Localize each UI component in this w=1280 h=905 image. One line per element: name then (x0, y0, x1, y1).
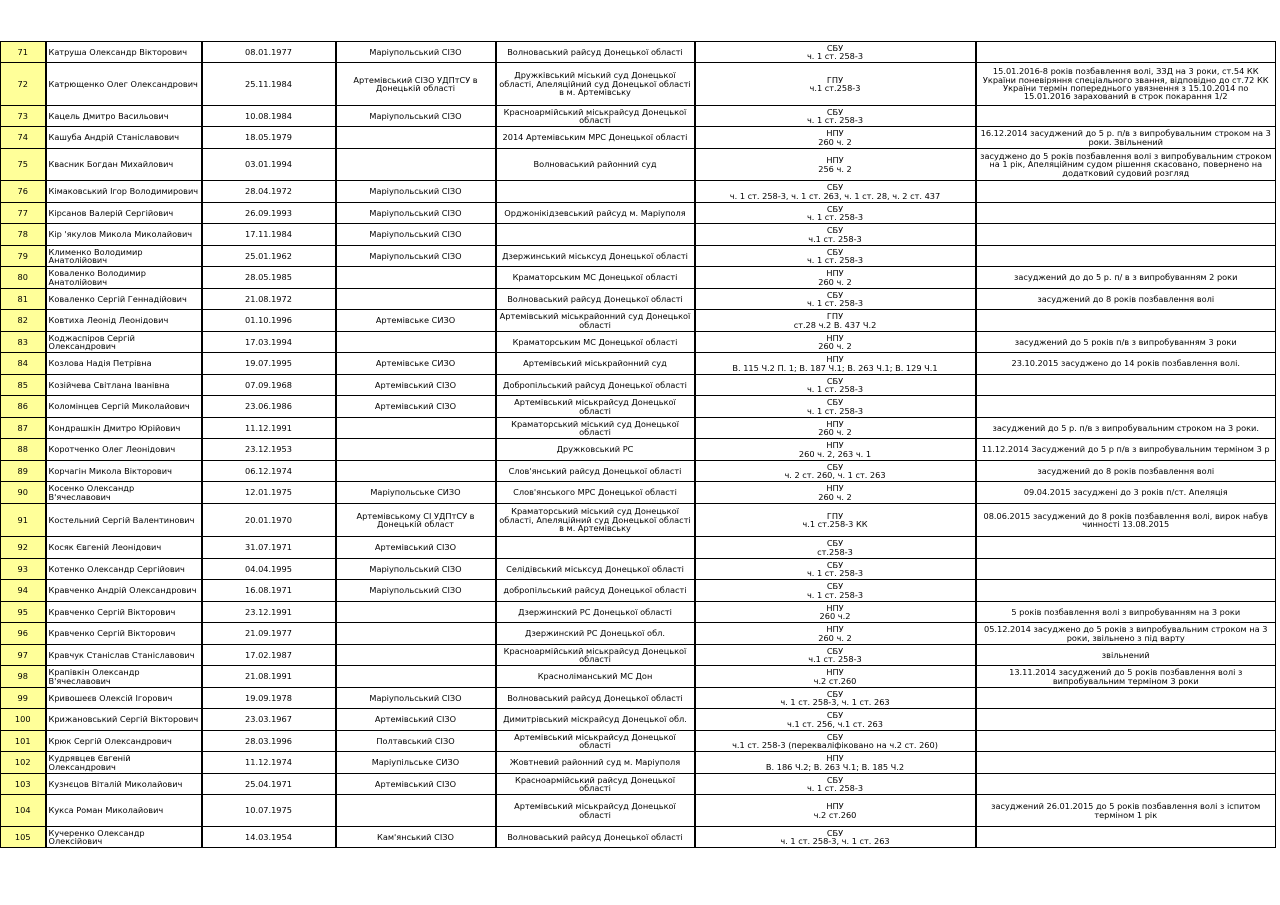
birth-date: 14.03.1954 (202, 827, 336, 848)
person-name: Корчагін Микола Вікторович (46, 461, 202, 482)
row-number: 84 (1, 353, 46, 375)
court-name: Артемівський міськрайонний суд Донецької області (496, 310, 695, 332)
person-name: Коваленко Сергій Геннадійович (46, 289, 202, 310)
prisoner-list-table (0, 41, 1276, 848)
court-name (496, 181, 695, 203)
detention-place: Маріупольський СІЗО (336, 203, 496, 224)
verdict-note: 09.04.2015 засуджені до 3 років п/ст. Апеляція (976, 482, 1276, 504)
person-name: Косенко Олександр В'ячеславович (46, 482, 202, 504)
row-number: 87 (1, 418, 46, 439)
table-row (1, 42, 1276, 63)
person-name: Катруша Олександр Вікторович (46, 42, 202, 63)
verdict-note: 5 років позбавлення волі з випробуванням на 3 роки (976, 602, 1276, 623)
article-cell: СБУ ч. 1 ст. 258-3 (695, 289, 976, 310)
article-cell: СБУ ч.1 ст. 258-3 (695, 645, 976, 666)
verdict-note: 05.12.2014 засуджено до 5 років з випробувальним строком на 3 роки, звільнено з під варту (976, 623, 1276, 645)
row-number: 85 (1, 375, 46, 396)
birth-date: 21.08.1972 (202, 289, 336, 310)
court-name: Артемівський міськрайонний суд (496, 353, 695, 375)
person-name: Кірсанов Валерій Сергійович (46, 203, 202, 224)
article-cell: СБУ ч.1 ст. 258-3 (695, 224, 976, 246)
verdict-note (976, 559, 1276, 580)
detention-place: Артемівський СІЗО (336, 537, 496, 559)
person-name: Котенко Олександр Сергійович (46, 559, 202, 580)
verdict-note (976, 537, 1276, 559)
row-number: 73 (1, 106, 46, 127)
person-name: Катрющенко Олег Олександрович (46, 63, 202, 106)
article-cell: НПУ 260 ч. 2, 263 ч. 1 (695, 439, 976, 461)
article-cell: НПУ 260 ч. 2 (695, 623, 976, 645)
person-name: Кравчук Станіслав Станіславович (46, 645, 202, 666)
row-number: 102 (1, 752, 46, 774)
court-name: Краматорський міський суд Донецької області (496, 418, 695, 439)
table-row (1, 396, 1276, 418)
person-name: Козлова Надія Петрівна (46, 353, 202, 375)
detention-place: Артемівський СІЗО (336, 774, 496, 795)
birth-date: 07.09.1968 (202, 375, 336, 396)
article-cell: НПУ 260 ч. 2 (695, 267, 976, 289)
verdict-note (976, 731, 1276, 752)
court-name: Волноваський райсуд Донецької області (496, 42, 695, 63)
article-cell: СБУ ч. 1 ст. 258-3 (695, 396, 976, 418)
verdict-note: 11.12.2014 Засуджений до 5 р п/в з випробувальним терміном 3 р (976, 439, 1276, 461)
verdict-note: засуджений до до 5 р. п/ в з випробуванням 2 роки (976, 267, 1276, 289)
row-number: 72 (1, 63, 46, 106)
detention-place: Маріупольський СІЗО (336, 42, 496, 63)
person-name: Костельний Сергій Валентинович (46, 504, 202, 537)
article-cell: НПУ В. 186 Ч.2; В. 263 Ч.1; В. 185 Ч.2 (695, 752, 976, 774)
article-cell: СБУ ч. 1 ст. 258-3 (695, 774, 976, 795)
table-row (1, 353, 1276, 375)
birth-date: 23.12.1991 (202, 602, 336, 623)
person-name: Кравченко Сергій Вікторович (46, 602, 202, 623)
verdict-note (976, 106, 1276, 127)
row-number: 81 (1, 289, 46, 310)
row-number: 76 (1, 181, 46, 203)
article-cell: НПУ 260 ч.2 (695, 602, 976, 623)
court-name: Волноваський районний суд (496, 149, 695, 181)
table-row (1, 537, 1276, 559)
birth-date: 25.04.1971 (202, 774, 336, 795)
table-row (1, 482, 1276, 504)
person-name: Коломінцев Сергій Миколайович (46, 396, 202, 418)
verdict-note (976, 709, 1276, 731)
verdict-note: звільнений (976, 645, 1276, 666)
person-name: Крапівкін Олександр В'ячеславович (46, 666, 202, 688)
person-name: Кашуба Андрій Станіславович (46, 127, 202, 149)
birth-date: 10.07.1975 (202, 795, 336, 827)
table-row (1, 827, 1276, 848)
person-name: Клименко Володимир Анатолійович (46, 246, 202, 267)
table-row (1, 149, 1276, 181)
person-name: Коваленко Володимир Анатолійович (46, 267, 202, 289)
article-cell: СБУ ч. 1 ст. 258-3 (695, 203, 976, 224)
court-name: Красноармійський міськрайсуд Донецької області (496, 106, 695, 127)
detention-place: Артемівське СИЗО (336, 310, 496, 332)
verdict-note: 13.11.2014 засуджений до 5 років позбавлення волі з випробувальним терміном 3 роки (976, 666, 1276, 688)
detention-place (336, 645, 496, 666)
article-cell: НПУ 260 ч. 2 (695, 127, 976, 149)
detention-place (336, 602, 496, 623)
birth-date: 28.04.1972 (202, 181, 336, 203)
court-name: Дзержинский РС Донецької області (496, 602, 695, 623)
row-number: 83 (1, 332, 46, 353)
article-cell: НПУ 260 ч. 2 (695, 332, 976, 353)
court-name (496, 224, 695, 246)
verdict-note (976, 246, 1276, 267)
table-row (1, 439, 1276, 461)
detention-place (336, 149, 496, 181)
person-name: Коротченко Олег Леонідович (46, 439, 202, 461)
birth-date: 17.02.1987 (202, 645, 336, 666)
court-name: Красноармійський райсуд Донецької області (496, 774, 695, 795)
birth-date: 03.01.1994 (202, 149, 336, 181)
article-cell: ГПУ ч.1 ст.258-3 КК (695, 504, 976, 537)
birth-date: 01.10.1996 (202, 310, 336, 332)
birth-date: 08.01.1977 (202, 42, 336, 63)
article-cell: СБУ ч. 1 ст. 258-3 (695, 42, 976, 63)
row-number: 96 (1, 623, 46, 645)
verdict-note (976, 224, 1276, 246)
table-row (1, 504, 1276, 537)
table-row (1, 731, 1276, 752)
person-name: Ковтиха Леонід Леонідович (46, 310, 202, 332)
table-row (1, 752, 1276, 774)
detention-place: Маріупольський СІЗО (336, 580, 496, 602)
table-row (1, 795, 1276, 827)
row-number: 79 (1, 246, 46, 267)
row-number: 77 (1, 203, 46, 224)
birth-date: 21.09.1977 (202, 623, 336, 645)
birth-date: 25.01.1962 (202, 246, 336, 267)
row-number: 74 (1, 127, 46, 149)
detention-place: Маріупольський СІЗО (336, 688, 496, 709)
detention-place: Артемівський СІЗО (336, 396, 496, 418)
court-name: Краматорський міський суд Донецької області, Апеляційний суд Донецької області в м. Артемівську (496, 504, 695, 537)
court-name: Волноваський райсуд Донецької області (496, 688, 695, 709)
row-number: 88 (1, 439, 46, 461)
article-cell: СБУ ч. 1 ст. 258-3, ч. 1 ст. 263 (695, 688, 976, 709)
person-name: Квасник Богдан Михайлович (46, 149, 202, 181)
court-name: Дзержинский РС Донецької обл. (496, 623, 695, 645)
table-row (1, 774, 1276, 795)
court-name: Жовтневий районний суд м. Маріуполя (496, 752, 695, 774)
verdict-note (976, 42, 1276, 63)
detention-place: Полтавський СІЗО (336, 731, 496, 752)
article-cell: СБУ ч. 1 ст. 258-3 (695, 246, 976, 267)
row-number: 82 (1, 310, 46, 332)
article-cell: НПУ ч.2 ст.260 (695, 795, 976, 827)
birth-date: 28.05.1985 (202, 267, 336, 289)
person-name: Кір 'якулов Микола Миколайович (46, 224, 202, 246)
detention-place: Артемівському СІ УДПтСУ в Донецькій облаcт (336, 504, 496, 537)
table-row (1, 461, 1276, 482)
table-row (1, 106, 1276, 127)
article-cell: СБУ ст.258-3 (695, 537, 976, 559)
court-name: Орджонікідзевський райсуд м. Маріуполя (496, 203, 695, 224)
row-number: 78 (1, 224, 46, 246)
table-row (1, 181, 1276, 203)
birth-date: 17.11.1984 (202, 224, 336, 246)
person-name: Кравченко Андрій Олександрович (46, 580, 202, 602)
row-number: 100 (1, 709, 46, 731)
verdict-note: 16.12.2014 засуджений до 5 р. п/в з випробувальним строком на 3 роки. Звільнений (976, 127, 1276, 149)
detention-place: Маріупольське СИЗО (336, 482, 496, 504)
detention-place (336, 289, 496, 310)
article-cell: НПУ ч.2 ст.260 (695, 666, 976, 688)
article-cell: СБУ ч. 1 ст. 258-3 (695, 580, 976, 602)
detention-place: Маріупольський СІЗО (336, 559, 496, 580)
court-name: Краматорським МС Донецької області (496, 267, 695, 289)
row-number: 75 (1, 149, 46, 181)
detention-place (336, 267, 496, 289)
table-row (1, 666, 1276, 688)
detention-place (336, 418, 496, 439)
table-row (1, 310, 1276, 332)
detention-place: Маріупільське СИЗО (336, 752, 496, 774)
person-name: Кучеренко Олександр Олексійович (46, 827, 202, 848)
person-name: Кривошеєв Олексій Ігорович (46, 688, 202, 709)
detention-place (336, 461, 496, 482)
table-row (1, 688, 1276, 709)
court-name: Селідівський міськсуд Донецької області (496, 559, 695, 580)
verdict-note: 23.10.2015 засуджено до 14 років позбавлення волі. (976, 353, 1276, 375)
person-name: Кондрашкін Дмитро Юрійович (46, 418, 202, 439)
person-name: Кацель Дмитро Васильович (46, 106, 202, 127)
person-name: Кукса Роман Миколайович (46, 795, 202, 827)
birth-date: 12.01.1975 (202, 482, 336, 504)
person-name: Козійчева Світлана Іванівна (46, 375, 202, 396)
verdict-note (976, 827, 1276, 848)
article-cell: СБУ ч.1 ст. 256, ч.1 ст. 263 (695, 709, 976, 731)
article-cell: ГПУ ч.1 ст.258-3 (695, 63, 976, 106)
table-row (1, 267, 1276, 289)
detention-place: Кам'янський СІЗО (336, 827, 496, 848)
birth-date: 04.04.1995 (202, 559, 336, 580)
court-name: Волноваський райсуд Донецької області (496, 827, 695, 848)
person-name: Косяк Євгеній Леонідович (46, 537, 202, 559)
court-name: Артемівський міськрайсуд Донецької області (496, 795, 695, 827)
row-number: 86 (1, 396, 46, 418)
table-row (1, 203, 1276, 224)
row-number: 71 (1, 42, 46, 63)
birth-date: 19.07.1995 (202, 353, 336, 375)
court-name: Дружковський РС (496, 439, 695, 461)
person-name: Кравченко Сергій Вікторович (46, 623, 202, 645)
verdict-note: засуджений до 5 років п/в з випробуванням 3 роки (976, 332, 1276, 353)
article-cell: СБУ ч. 1 ст. 258-3, ч. 1 ст. 263 (695, 827, 976, 848)
court-name: 2014 Артемівським МРС Донецької області (496, 127, 695, 149)
birth-date: 20.01.1970 (202, 504, 336, 537)
birth-date: 21.08.1991 (202, 666, 336, 688)
verdict-note (976, 203, 1276, 224)
birth-date: 18.05.1979 (202, 127, 336, 149)
row-number: 95 (1, 602, 46, 623)
court-name: Слов'янський райсуд Донецької області (496, 461, 695, 482)
birth-date: 28.03.1996 (202, 731, 336, 752)
verdict-note (976, 752, 1276, 774)
detention-place: Маріупольський СІЗО (336, 224, 496, 246)
verdict-note (976, 688, 1276, 709)
table-row (1, 246, 1276, 267)
court-name: Добропільський райсуд Донецької області (496, 375, 695, 396)
birth-date: 17.03.1994 (202, 332, 336, 353)
row-number: 94 (1, 580, 46, 602)
row-number: 80 (1, 267, 46, 289)
row-number: 93 (1, 559, 46, 580)
row-number: 104 (1, 795, 46, 827)
court-name: добропільський райсуд Донецької області (496, 580, 695, 602)
court-name: Красноармійський міськрайсуд Донецької області (496, 645, 695, 666)
birth-date: 25.11.1984 (202, 63, 336, 106)
article-cell: СБУ ч. 2 ст. 260, ч. 1 ст. 263 (695, 461, 976, 482)
verdict-note (976, 181, 1276, 203)
row-number: 98 (1, 666, 46, 688)
court-name: Слов'янського МРС Донецької області (496, 482, 695, 504)
court-name: Волноваський райсуд Донецької області (496, 289, 695, 310)
court-name: Артемівський міськрайсуд Донецької області (496, 396, 695, 418)
table-body (1, 42, 1276, 848)
birth-date: 26.09.1993 (202, 203, 336, 224)
detention-place: Артемівський СІЗО (336, 709, 496, 731)
person-name: Крюк Сергій Олександрович (46, 731, 202, 752)
detention-place: Маріупольський СІЗО (336, 246, 496, 267)
court-name: Димитрівський міскрайсуд Донецької обл. (496, 709, 695, 731)
row-number: 101 (1, 731, 46, 752)
detention-place (336, 439, 496, 461)
article-cell: СБУ ч. 1 ст. 258-3, ч. 1 ст. 263, ч. 1 ст. 28, ч. 2 ст. 437 (695, 181, 976, 203)
detention-place (336, 127, 496, 149)
table-row (1, 289, 1276, 310)
person-name: Крижановський Сергій Вікторович (46, 709, 202, 731)
birth-date: 19.09.1978 (202, 688, 336, 709)
court-name: Красноліманський МС Дон (496, 666, 695, 688)
article-cell: СБУ ч. 1 ст. 258-3 (695, 559, 976, 580)
birth-date: 06.12.1974 (202, 461, 336, 482)
detention-place (336, 623, 496, 645)
verdict-note: засуджений до 8 років позбавлення волі (976, 461, 1276, 482)
person-name: Коджаспіров Сергій Олександрович (46, 332, 202, 353)
table-row (1, 559, 1276, 580)
row-number: 89 (1, 461, 46, 482)
court-name: Артемівський міськрайсуд Донецької області (496, 731, 695, 752)
article-cell: ГПУ ст.28 ч.2 В. 437 Ч.2 (695, 310, 976, 332)
table-row (1, 375, 1276, 396)
detention-place (336, 666, 496, 688)
table-row (1, 418, 1276, 439)
verdict-note (976, 310, 1276, 332)
verdict-note (976, 375, 1276, 396)
birth-date: 31.07.1971 (202, 537, 336, 559)
birth-date: 23.06.1986 (202, 396, 336, 418)
table-row (1, 709, 1276, 731)
verdict-note: 08.06.2015 засуджений до 8 років позбавлення волі, вирок набув чинності 13.08.2015 (976, 504, 1276, 537)
verdict-note (976, 774, 1276, 795)
article-cell: СБУ ч. 1 ст. 258-3 (695, 375, 976, 396)
verdict-note: засуджено до 5 років позбавлення волі з випробувальним строком на 1 рік, Апеляційним судом рішення скасовано, повернено на додатковий судовий розгляд (976, 149, 1276, 181)
table-row (1, 580, 1276, 602)
article-cell: НПУ В. 115 Ч.2 П. 1; В. 187 Ч.1; В. 263 Ч.1; В. 129 Ч.1 (695, 353, 976, 375)
row-number: 99 (1, 688, 46, 709)
verdict-note (976, 396, 1276, 418)
person-name: Кудрявцев Євгеній Олександрович (46, 752, 202, 774)
table-row (1, 623, 1276, 645)
verdict-note: 15.01.2016-8 років позбавлення волі, ЗЗД на 3 роки, ст.54 КК України поневіряння спеціального звання, відповідно до ст.72 КК України термін попереднього увязнення з 15.10.2014 по 15.01.2016 зарахований в строк покарання 1/2 (976, 63, 1276, 106)
birth-date: 11.12.1991 (202, 418, 336, 439)
court-name: Краматорським МС Донецької області (496, 332, 695, 353)
birth-date: 23.12.1953 (202, 439, 336, 461)
article-cell: НПУ 260 ч. 2 (695, 482, 976, 504)
article-cell: НПУ 260 ч. 2 (695, 418, 976, 439)
person-name: Кімаковський Ігор Володимирович (46, 181, 202, 203)
table-row (1, 127, 1276, 149)
detention-place: Маріупольський СІЗО (336, 181, 496, 203)
table-row (1, 602, 1276, 623)
row-number: 91 (1, 504, 46, 537)
detention-place: Артемівський СІЗО (336, 375, 496, 396)
detention-place (336, 795, 496, 827)
verdict-note: засуджений до 5 р. п/в з випробувальним строком на 3 роки. (976, 418, 1276, 439)
detention-place: Артемівське СИЗО (336, 353, 496, 375)
row-number: 105 (1, 827, 46, 848)
birth-date: 23.03.1967 (202, 709, 336, 731)
article-cell: СБУ ч. 1 ст. 258-3 (695, 106, 976, 127)
article-cell: СБУ ч.1 ст. 258-3 (перекваліфіковано на ч.2 ст. 260) (695, 731, 976, 752)
row-number: 97 (1, 645, 46, 666)
row-number: 103 (1, 774, 46, 795)
court-name: Дзержинський міськсуд Донецької області (496, 246, 695, 267)
birth-date: 16.08.1971 (202, 580, 336, 602)
court-name (496, 537, 695, 559)
verdict-note (976, 580, 1276, 602)
row-number: 92 (1, 537, 46, 559)
table-row (1, 332, 1276, 353)
detention-place: Маріупольський СІЗО (336, 106, 496, 127)
detention-place: Артемівський СІЗО УДПтСУ в Донецькій області (336, 63, 496, 106)
table-row (1, 224, 1276, 246)
court-name: Дружківський міський суд Донецької області, Апеляційний суд Донецької області в м. Артемівську (496, 63, 695, 106)
table-row (1, 645, 1276, 666)
verdict-note: засуджений 26.01.2015 до 5 років позбавлення волі з іспитом терміном 1 рік (976, 795, 1276, 827)
article-cell: НПУ 256 ч. 2 (695, 149, 976, 181)
person-name: Кузнєцов Віталій Миколайович (46, 774, 202, 795)
verdict-note: засуджений до 8 років позбавлення волі (976, 289, 1276, 310)
birth-date: 11.12.1974 (202, 752, 336, 774)
table-row (1, 63, 1276, 106)
row-number: 90 (1, 482, 46, 504)
birth-date: 10.08.1984 (202, 106, 336, 127)
detention-place (336, 332, 496, 353)
